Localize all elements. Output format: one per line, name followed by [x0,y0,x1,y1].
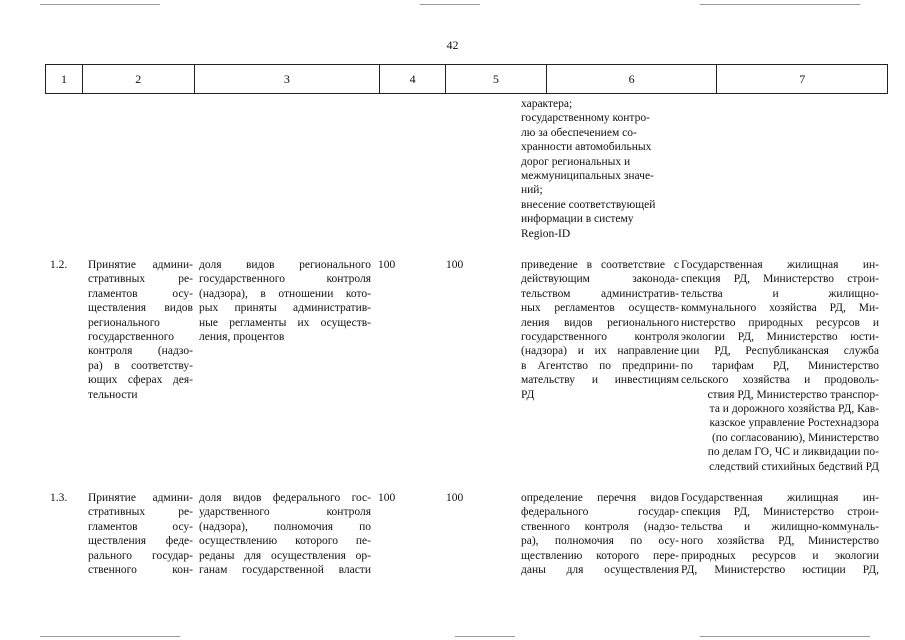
text-line: ний; [521,184,543,197]
text-line: ственного кон- [88,564,193,577]
row-1-2-col3 [199,258,371,344]
row-1-2-col2 [88,258,193,402]
text-line: контроля (надзо- [88,345,193,358]
text-line: ществления видов [88,302,193,315]
text-line: следствий стихийных бедствий РД [709,460,879,473]
text-line: рального государ- [88,549,193,562]
text-line: РД [521,388,535,401]
text-line: (надзора), полномочия по [199,520,371,533]
text-line: ции РД, Республиканская служба [681,345,879,358]
row-1-3-col5: 100 [446,492,464,504]
text-line: тельства и жилищно-коммуналь- [681,520,879,533]
row-1-2-col5: 100 [446,259,464,271]
text-line: Region-ID [521,227,571,240]
header-col-2: 2 [83,65,195,93]
header-col-7: 7 [799,71,806,86]
text-line: федерального государ- [521,506,679,519]
text-line: стративных ре- [88,273,193,286]
text-line: тельства и жилищно- [681,287,879,300]
text-line: ществления феде- [88,535,193,548]
text-line: тельством административ- [521,287,679,300]
text-line: внесение соответствующей [521,198,656,211]
row-1-3-col3 [199,491,371,577]
text-line: экологии РД, Министерство юсти- [681,331,879,344]
text-line: по тарифам РД, Министерство [681,359,879,372]
text-line: осуществлению которого пе- [199,535,371,548]
top-rule-mid [420,4,480,5]
text-line: гламентов осу- [88,520,193,533]
text-line: доля видов федерального гос- [199,492,371,504]
bottom-rule-right [700,636,870,637]
text-line: регионального [88,316,160,329]
row-1-2-number: 1.2. [50,259,68,271]
text-line: рых приняты административ- [199,302,371,315]
text-line: ные регламенты их осуществ- [199,316,371,329]
row-1-3-col2 [88,491,193,577]
text-line: природных ресурсов и экологии [681,549,879,562]
row-1-3-col7 [681,491,879,577]
header-col-6: 6 [547,65,718,93]
text-line: межмуниципальных значе- [521,170,654,183]
text-line: тельности [88,388,138,401]
text-line: коммунального хозяйства РД, Ми- [681,302,879,315]
header-col-3: 3 [195,65,381,93]
text-line: ществлению которого пере- [521,549,679,562]
text-line: ствия РД, Министерство транспор- [707,388,879,401]
text-line: приведение в соответствие с [521,259,679,271]
text-line: ра), полномочия по осу- [521,535,679,548]
text-line: доля видов регионального [199,259,371,271]
text-line: Государственная жилищная ин- [681,492,879,504]
text-line: в Агентство по предприни- [521,359,679,372]
text-line: (надзора), в отношении кото- [199,287,371,300]
text-line: гламентов осу- [88,287,193,300]
text-line: государственному контро- [521,112,650,125]
text-line: ственного контроля (надзо- [521,520,679,533]
text-line: по делам ГО, ЧС и ликвидации по- [707,446,879,459]
text-line: сельского хозяйства и продоволь- [681,374,879,387]
text-line: спекция РД, Министерство строи- [681,273,879,286]
text-line: Государственная жилищная ин- [681,259,879,271]
text-line: дорог региональных и [521,155,631,168]
text-line: стративных ре- [88,506,193,519]
text-line: информации в систему [521,213,634,226]
text-line: даны для осуществления [521,564,679,577]
text-line: реданы для осуществления ор- [199,549,371,562]
text-line: РД, Министерство юстиции РД, [681,564,879,577]
page-number: 42 [446,38,459,52]
row-1-3-col6 [521,491,679,577]
text-line: государственного [88,331,174,344]
text-line: хранности автомобильных [521,141,652,154]
text-line: та и дорожного хозяйства РД, Кав- [709,403,879,416]
top-rule-left [40,4,160,5]
text-line: ганам государственной власти [199,564,371,577]
text-line: характера; [521,98,573,110]
row-1-2-col4: 100 [378,259,396,271]
text-line: ления, процентов [199,331,285,344]
text-line: казское управление Ростехнадзора [709,417,879,430]
text-line: мательству и инвестициям [521,374,679,387]
text-line: ударственного контроля [199,506,371,519]
text-line: государственного контроля [199,273,371,286]
text-line: ра) в соответству- [88,359,193,372]
table-header-row [45,64,888,94]
text-line: (надзора) и их направление [521,345,679,358]
row-1-2-col6 [521,258,679,402]
text-line: ления видов регионального [521,316,679,329]
text-line: Принятие админи- [88,492,193,504]
header-col-4: 4 [380,65,446,93]
header-col-5: 5 [446,65,547,93]
header-col-1: 1 [46,65,83,93]
text-line: (по согласованию), Министерство [711,431,879,444]
text-line: ных регламентов осуществ- [521,302,679,315]
row-1-3-col4: 100 [378,492,396,504]
text-line: ющих сферах дея- [88,374,193,387]
text-line: Принятие админи- [88,259,193,271]
continued-col6 [521,97,679,241]
text-line: нистерство природных ресурсов и [681,316,879,329]
text-line: действующим законода- [521,273,679,286]
row-1-3-number: 1.3. [50,492,68,504]
text-line: государственного контроля [521,331,679,344]
text-line: лю за обеспечением со- [521,126,637,139]
bottom-rule-mid [455,636,515,637]
text-line: спекция РД, Министерство строи- [681,506,879,519]
text-line: определение перечня видов [521,492,679,504]
top-rule-right [700,4,860,5]
text-line: ного хозяйства РД, Министерство [681,535,879,548]
row-1-2-col7 [681,258,879,474]
bottom-rule-left [40,636,180,637]
